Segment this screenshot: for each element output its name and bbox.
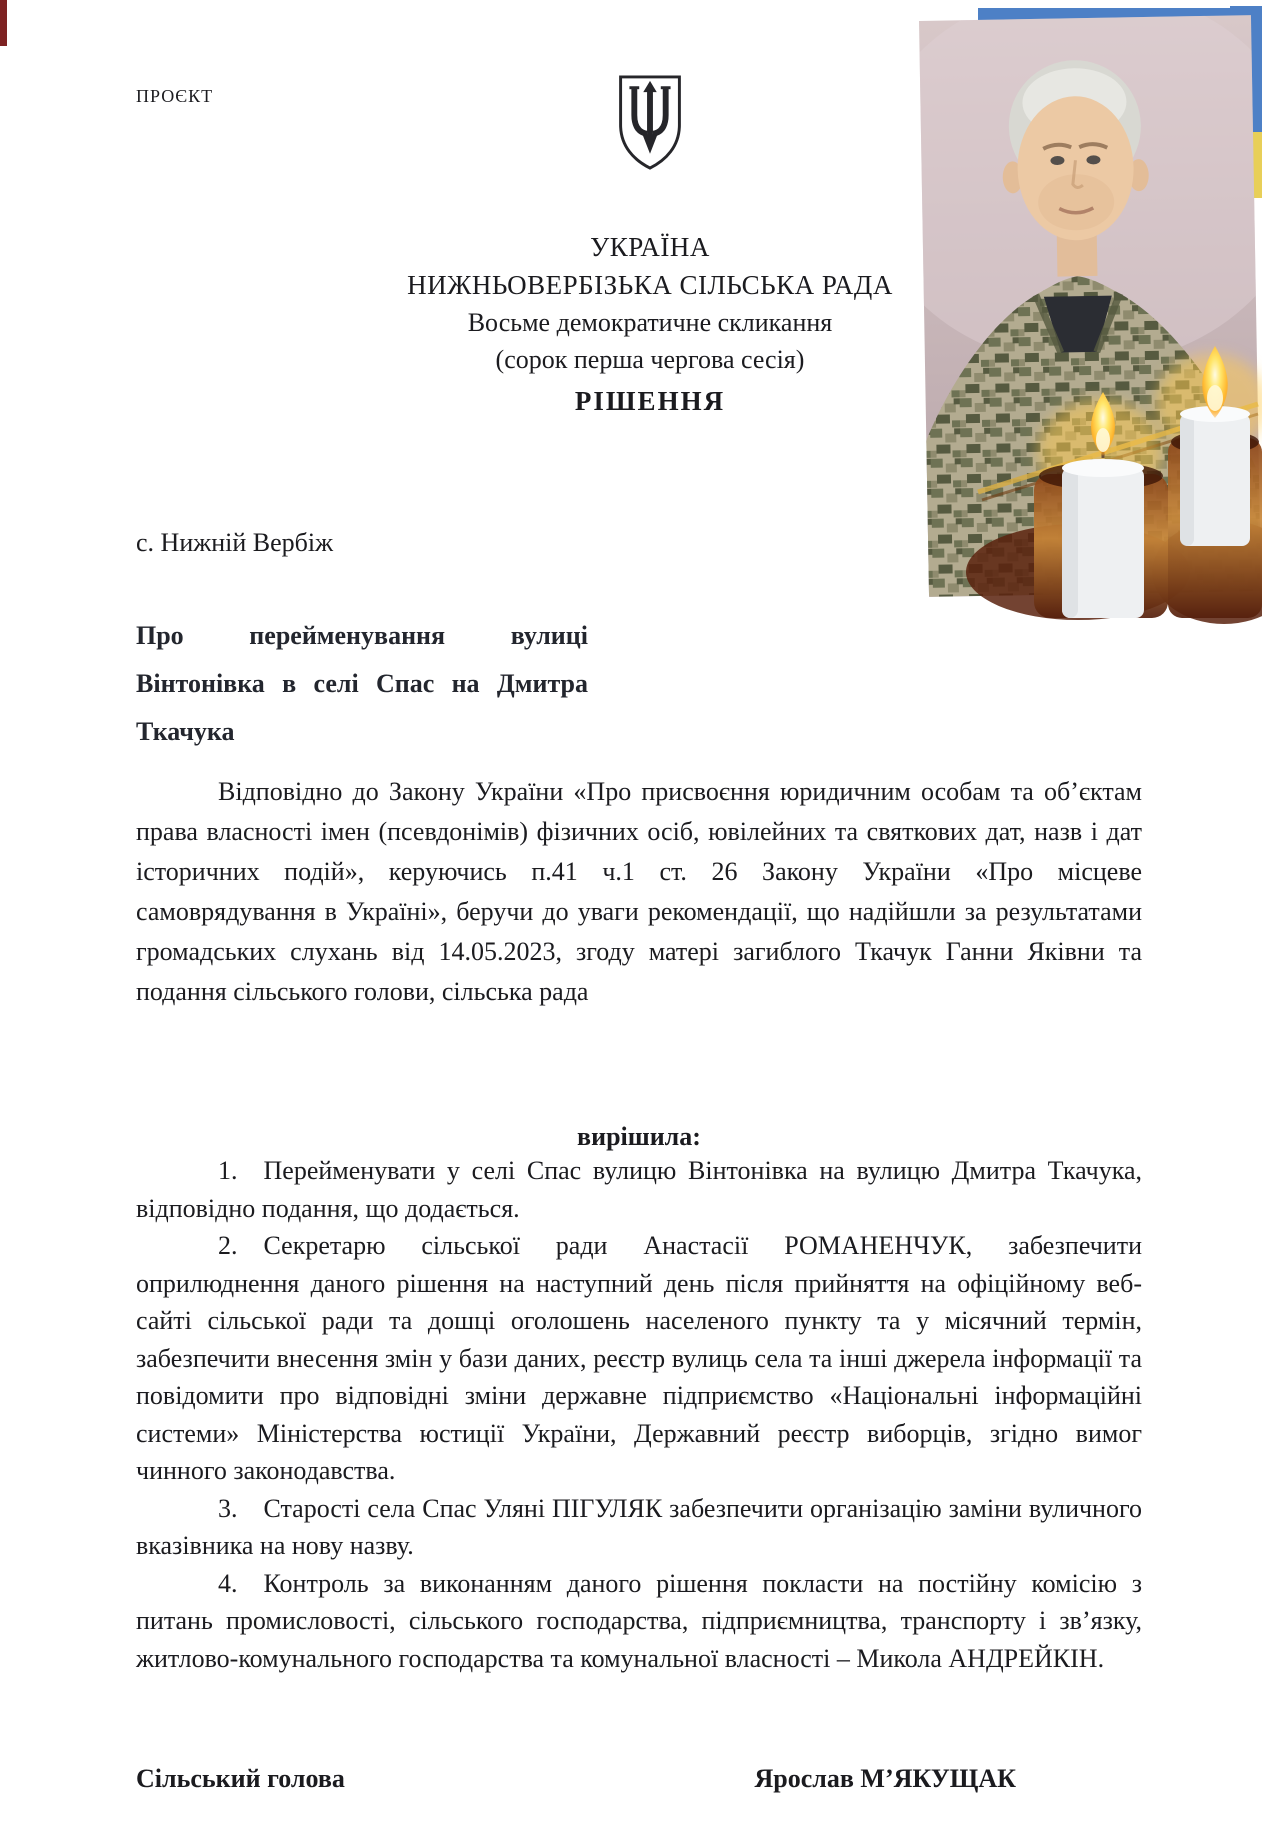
document-title xyxy=(136,612,588,756)
draft-label: ПРОЄКТ xyxy=(136,86,214,106)
decision-item-4 xyxy=(136,1565,1142,1678)
decision-item-3 xyxy=(136,1490,1142,1565)
document-title-line: Про перейменування вулиці xyxy=(136,621,588,650)
candle-icon xyxy=(1034,392,1168,618)
trident-emblem-icon xyxy=(614,74,686,172)
decision-item-1 xyxy=(136,1152,1142,1227)
candle-icon xyxy=(1156,346,1262,618)
place-line: с. Нижній Вербіж xyxy=(136,528,334,557)
header-doc-type: РІШЕННЯ xyxy=(574,386,726,416)
header-convocation: Восьме демократичне скликання xyxy=(467,308,833,337)
item-number: 3. xyxy=(218,1493,238,1523)
scan-corner-artifact xyxy=(0,0,7,46)
header-country: УКРАЇНА xyxy=(590,232,710,262)
item-number: 4. xyxy=(218,1568,238,1598)
document-title-line: Вінтонівка в селі Спас на Дмитра xyxy=(136,669,588,698)
header-session: (сорок перша чергова сесія) xyxy=(495,345,805,374)
signature-name: Ярослав М’ЯКУЩАК xyxy=(754,1764,1016,1793)
header-council: НИЖНЬОВЕРБІЗЬКА СІЛЬСЬКА РАДА xyxy=(407,270,893,300)
signature-role: Сільський голова xyxy=(136,1764,345,1793)
decision-items xyxy=(136,1152,1142,1677)
item-number: 1. xyxy=(218,1156,238,1185)
item-text: Контроль за виконанням даного рішення покласти на постійну комісію з питань промисловості, сільського господарства, підприємництва, транспорту і зв’язку, житлово-комунального господарства та комунальної власності – Микола АНДРЕЙКІН. xyxy=(136,1568,1142,1673)
item-text: Старості села Спас Уляні ПІГУЛЯК забезпечити організацію заміни вуличного вказівника на нову назву. xyxy=(136,1493,1142,1560)
item-text: Секретарю сільської ради Анастасії РОМАНЕНЧУК, забезпечити оприлюднення даного рішення на наступний день після прийняття на офіційному веб-сайті сільської ради та дошці оголошень населеного пункту та у місячний термін, забезпечити внесення змін у бази даних, реєстр вулиць села та інші джерела інформації та повідомити про відповідні зміни державне підприємство «Національні інформаційні системи» Міністерства юстиції України, Державний реєстр виборців, згідно вимог чинного законодавства. xyxy=(136,1231,1142,1485)
item-text: Перейменувати у селі Спас вулицю Вінтонівка на вулицю Дмитра Ткачука, відповідно подання, що додається. xyxy=(136,1156,1142,1223)
signature-row xyxy=(136,1764,1016,1794)
memorial-photo xyxy=(778,6,1262,624)
resolved-heading: вирішила: xyxy=(577,1122,701,1151)
decision-item-2 xyxy=(136,1227,1142,1490)
document-title-line: Ткачука xyxy=(136,717,235,746)
preamble-paragraph: Відповідно до Закону України «Про присвоєння юридичним особам та об’єктам права власності імен (псевдонімів) фізичних осіб, ювілейних та святкових дат, назв і дат історичних подій», керуючись п.41 ч.1 ст. 26 Закону України «Про місцеве самоврядування в Україні», беручи до уваги рекомендації, що надійшли за результатами громадських слухань від 14.05.2023, згоду матері загиблого Ткачук Ганни Яківни та подання сільського голови, сільська рада xyxy=(136,777,1142,1006)
item-number: 2. xyxy=(218,1231,238,1260)
